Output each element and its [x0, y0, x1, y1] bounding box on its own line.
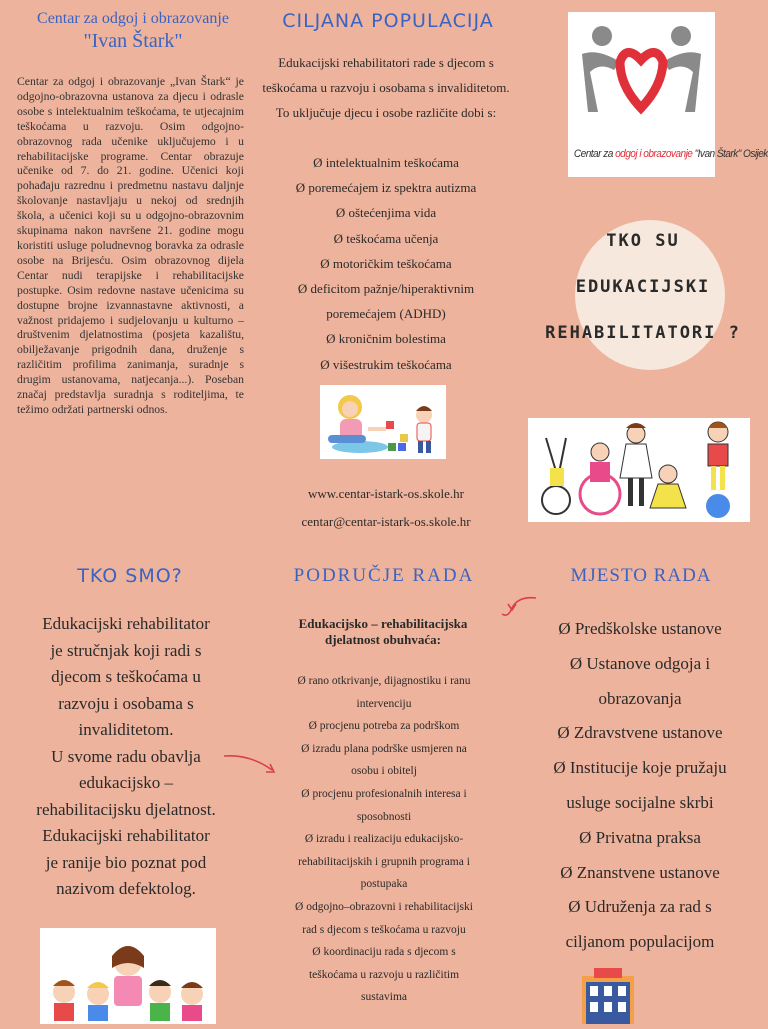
field-item: Ø koordinaciju rada s djecom s	[312, 946, 456, 959]
who-we-are-line: rehabilitacijsku djelatnost.	[36, 799, 216, 819]
logo-heart-figures	[568, 12, 715, 132]
logo-caption-part2: odgoj i obrazovanje	[615, 148, 693, 160]
who-we-are-line: nazivom defektolog.	[56, 879, 196, 898]
who-we-are-text	[10, 611, 242, 903]
population-item: Ø poremećajem iz spektra autizma	[295, 180, 477, 196]
field-item: teškoćama u razvoju u različitim	[308, 968, 460, 981]
field-of-work-subtitle: Edukacijsko – rehabilitacijska djelatnost obuhvaća:	[298, 616, 468, 647]
logo-caption	[573, 135, 768, 173]
target-population-intro: Edukacijski rehabilitatori rade s djecom s teškoćama u razvoju i osobama s invaliditetom. To uključuje djecu i osobe različite dobi s:	[262, 55, 510, 120]
field-item: rad s djecom s teškoćama u razvoju	[302, 923, 466, 936]
teacher-with-kids-illustration	[40, 928, 216, 1024]
workplace-item: obrazovanja	[598, 688, 682, 708]
population-item: Ø motoričkim teškoćama	[320, 255, 452, 271]
who-we-are-title: TKO SMO?	[77, 565, 183, 587]
who-we-are-line: razvoju i osobama s	[58, 693, 194, 713]
target-population-list	[262, 150, 510, 377]
field-of-work-list	[262, 670, 506, 1009]
field-item: Ø procjenu profesionalnih interesa i	[301, 787, 467, 800]
center-description: Centar za odgoj i obrazovanje „Ivan Štark“ je odgojno-obrazovna ustanova za djecu i odrasle osobe s intelektualnim teškoćama, te utjecajnim teškoćama u razvoju. Osim odgojno-obrazovnog rada učenike uključujemo i u rehabilitacijske programe. Centar obrazuje učenike od 7. do 21. godine. Učenici koji pohađaju razrednu i predmetnu nastavu daljnje školovanje nastavljaju u nekoj od srednjih škola, a učenici koji su u odgojno-obrazovnim skupinama nakon navršene 21. godine mogu koristiti usluge poludnevnog boravka za odrasle osobe na Brijesću. Osim obrazovnog dijela Centar nudi terapijske i rehabilitacijske postupke. Osim redovne nastave učenicima su dostupne brojne izvannastavne aktivnosti, a važnost pridajemo i sudjelovanju u kulturno – društvenim djelatnostima (posjeta kazalištu, obilježavanje prigodnih dana, druženje s različitim profilima zanimanja, suradnje s drugim ustanovama, natjecanja...). Poseban značaj predstavlja suradnja s roditeljima, te težimo održati partnerski odnos.	[17, 75, 244, 416]
workplace-item: Ø Predškolske ustanove	[558, 619, 722, 638]
school-building-illustration	[580, 968, 636, 1024]
population-item: Ø višestrukim teškoćama	[320, 356, 452, 372]
field-item: Ø izradu i realizaciju edukacijsko-	[304, 833, 464, 846]
workplace-item: ciljanom populacijom	[565, 932, 715, 952]
who-we-are-line: U svome radu obavlja	[51, 746, 201, 766]
population-item: Ø oštećenjima vida	[335, 205, 437, 221]
field-item: Ø procjenu potreba za podrškom	[308, 720, 460, 733]
question-heading	[518, 228, 768, 346]
field-item: Ø rano otkrivanje, dijagnostiku i ranu	[297, 675, 471, 687]
who-we-are-line: Edukacijski rehabilitator	[42, 614, 210, 633]
contact-email[interactable]: centar@centar-istark-os.skole.hr	[301, 514, 471, 529]
who-we-are-line: Edukacijski rehabilitator	[42, 826, 210, 845]
workplace-item: Ø Udruženja za rad s	[568, 897, 712, 917]
who-we-are-line: edukacijsko –	[79, 773, 173, 792]
contact-website[interactable]: www.centar-istark-os.skole.hr	[308, 486, 464, 501]
workplace-item: Ø Ustanove odgoja i	[569, 653, 711, 673]
population-item: Ø intelektualnim teškoćama	[313, 155, 459, 170]
field-item: Ø izradu plana podrške usmjeren na	[301, 742, 467, 755]
population-item: Ø teškoćama učenja	[333, 230, 439, 246]
field-item: osobu i obitelj	[351, 765, 417, 778]
workplace-item: usluge socijalne skrbi	[566, 792, 714, 812]
field-item: postupaka	[360, 878, 408, 891]
question-line1: TKO SU	[606, 231, 680, 251]
children-with-disabilities-illustration	[528, 418, 750, 522]
field-of-work-title: PODRUČJE RADA	[293, 565, 475, 586]
center-title-line2: "Ivan Štark"	[83, 30, 183, 52]
field-item: intervenciju	[356, 697, 412, 710]
center-title	[8, 10, 258, 53]
field-item: rehabilitacijskih i grupnih programa i	[298, 855, 470, 868]
who-we-are-line: je stručnjak koji radi s	[50, 640, 202, 660]
field-item: sustavima	[361, 991, 407, 1004]
workplace-title: MJESTO RADA	[570, 565, 712, 586]
question-line2: EDUKACIJSKI	[575, 277, 711, 297]
workplace-list	[518, 612, 762, 960]
field-item: Ø odgojno–obrazovni i rehabilitacijski	[295, 900, 473, 913]
workplace-item: Ø Institucije koje pružaju	[553, 758, 727, 778]
who-we-are-line: invaliditetom.	[78, 720, 174, 739]
who-we-are-line: je ranije bio poznat pod	[45, 852, 207, 872]
center-logo	[568, 12, 768, 177]
population-item: Ø deficitom pažnje/hiperaktivnim poremećajem (ADHD)	[297, 281, 475, 322]
workplace-item: Ø Zdravstvene ustanove	[557, 723, 723, 743]
who-we-are-line: djecom s teškoćama u	[51, 667, 201, 686]
logo-caption-part3: "Ivan Štark" Osijek	[694, 148, 768, 160]
kids-playing-illustration	[320, 385, 446, 459]
logo-caption-part1: Centar za	[573, 148, 613, 160]
question-line3: REHABILITATORI ?	[545, 323, 741, 343]
workplace-item: Ø Znanstvene ustanove	[560, 862, 720, 882]
target-population-title: CILJANA POPULACIJA	[282, 10, 494, 32]
center-title-line1: Centar za odgoj i obrazovanje	[37, 10, 229, 27]
workplace-item: Ø Privatna praksa	[579, 827, 701, 847]
population-item: Ø kroničnim bolestima	[326, 331, 446, 347]
field-item: sposobnosti	[356, 810, 412, 823]
